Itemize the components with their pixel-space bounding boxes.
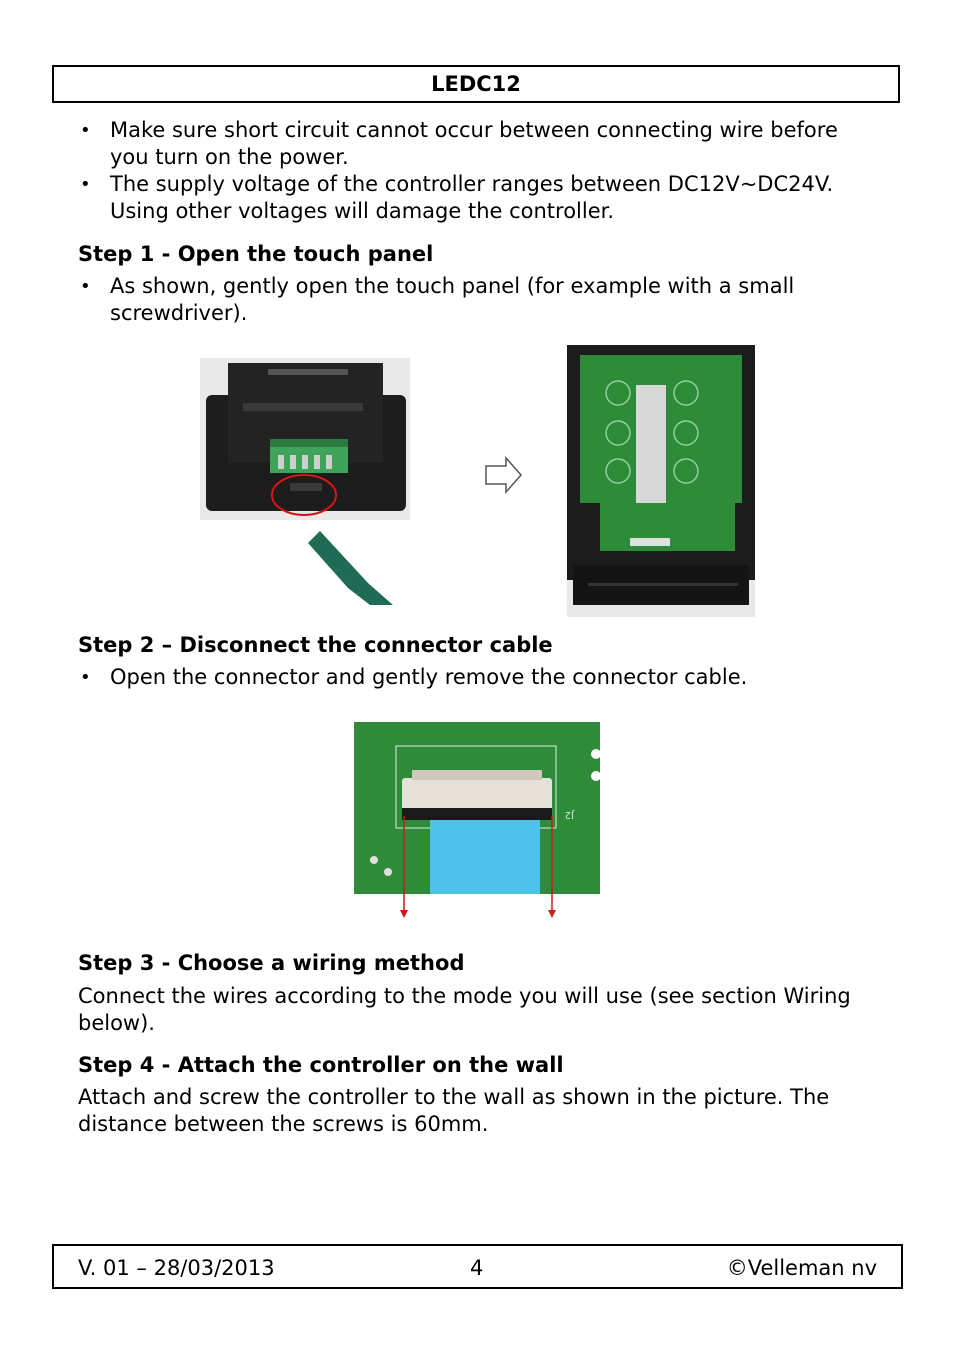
step2-bullet-list	[78, 664, 878, 691]
step1-bullet-list	[78, 273, 878, 327]
document-title: LEDC12	[431, 72, 521, 96]
step1-heading: Step 1 - Open the touch panel	[78, 242, 434, 266]
document-footer	[52, 1244, 903, 1289]
step4-heading: Step 4 - Attach the controller on the wall	[78, 1053, 564, 1077]
footer-copyright: ©Velleman nv	[726, 1256, 877, 1280]
list-item: • Make sure short circuit cannot occur between connecting wire before you turn on the power.	[78, 117, 878, 171]
pcb-label: J2	[564, 809, 574, 820]
step3-text: Connect the wires according to the mode you will use (see section Wiring below).	[78, 984, 851, 1035]
controller-back-photo	[200, 358, 410, 520]
footer-page-number: 4	[470, 1256, 484, 1280]
list-item: • As shown, gently open the touch panel (for example with a small screwdriver).	[78, 273, 878, 327]
step3-heading: Step 3 - Choose a wiring method	[78, 951, 465, 975]
step2-heading: Step 2 – Disconnect the connector cable	[78, 633, 553, 657]
open-touch-panel-figure	[198, 343, 760, 621]
list-item: • Open the connector and gently remove the connector cable.	[78, 664, 878, 691]
opened-panel-photo	[567, 345, 755, 617]
right-arrow-icon	[486, 458, 521, 492]
connector-cable-figure	[352, 720, 602, 922]
list-item: • The supply voltage of the controller ranges between DC12V~DC24V. Using other voltages will damage the controller.	[78, 171, 878, 225]
screwdriver-shape	[308, 531, 393, 605]
step4-text: Attach and screw the controller to the wall as shown in the picture. The distance between the screws is 60mm.	[78, 1085, 830, 1136]
footer-version: V. 01 – 28/03/2013	[78, 1256, 275, 1280]
intro-bullet-list	[78, 117, 878, 225]
document-header	[52, 65, 900, 103]
